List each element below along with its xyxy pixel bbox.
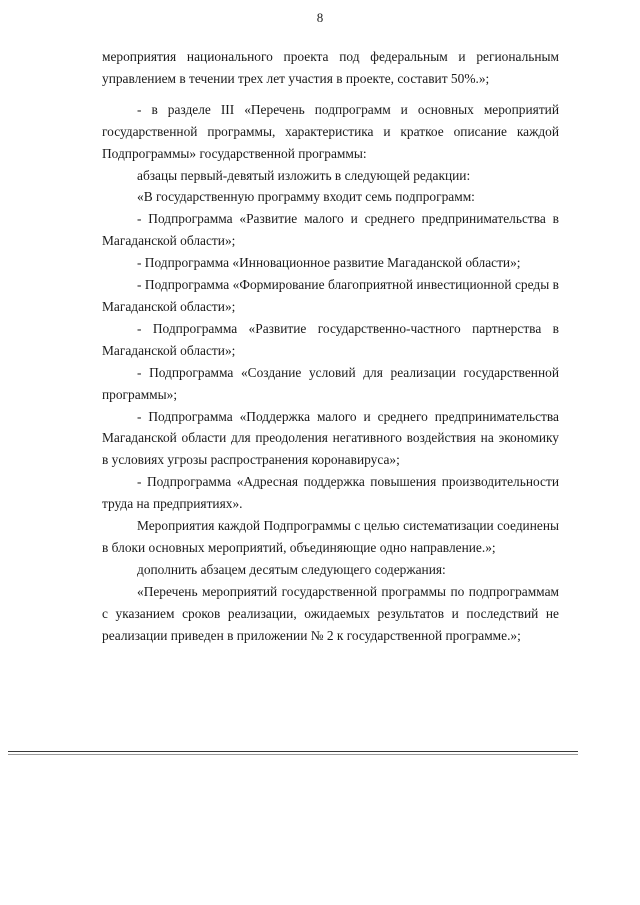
paragraph: «Перечень мероприятий государственной программы по подпрограммам с указанием сроков реализации, ожидаемых результатов и последствий не реализации приведен в приложении № 2 к государственной программе.»; — [102, 583, 559, 643]
paragraph: дополнить абзацем десятым следующего содержания: — [137, 561, 446, 577]
paragraph: - Подпрограмма «Развитие малого и среднего предпринимательства в Магаданской области»; — [102, 211, 559, 249]
paragraph: мероприятия национального проекта под федеральным и региональным управлением в течении трех лет участия в проекте, составит 50%.»; — [102, 49, 559, 86]
document-body — [102, 46, 559, 646]
paragraph: - Подпрограмма «Развитие государственно-частного партнерства в Магаданской области»; — [102, 320, 559, 358]
footer-divider — [8, 751, 578, 752]
paragraph: - Подпрограмма «Создание условий для реализации государственной программы»; — [102, 364, 559, 402]
paragraph: - Подпрограмма «Поддержка малого и среднего предпринимательства Магаданской области для преодоления негативного воздействия на экономику в условиях угрозы распространения коронавируса»; — [102, 408, 559, 468]
paragraph: - в разделе III «Перечень подпрограмм и основных мероприятий государственной программы, характеристика и краткое описание каждой Подпрограммы» государственной программы: — [102, 101, 559, 161]
paragraph: абзацы первый-девятый изложить в следующей редакции: — [137, 167, 471, 183]
paragraph: - Подпрограмма «Инновационное развитие Магаданской области»; — [137, 255, 521, 271]
paragraph: Мероприятия каждой Подпрограммы с целью систематизации соединены в блоки основных мероприятий, объединяющие одно направление.»; — [102, 518, 559, 555]
paragraph: «В государственную программу входит семь подпрограмм: — [137, 189, 475, 205]
paragraph: - Подпрограмма «Адресная поддержка повышения производительности труда на предприятиях». — [102, 474, 559, 512]
paragraph: - Подпрограмма «Формирование благоприятной инвестиционной среды в Магаданской области»; — [102, 277, 559, 314]
page-number: 8 — [316, 10, 324, 25]
